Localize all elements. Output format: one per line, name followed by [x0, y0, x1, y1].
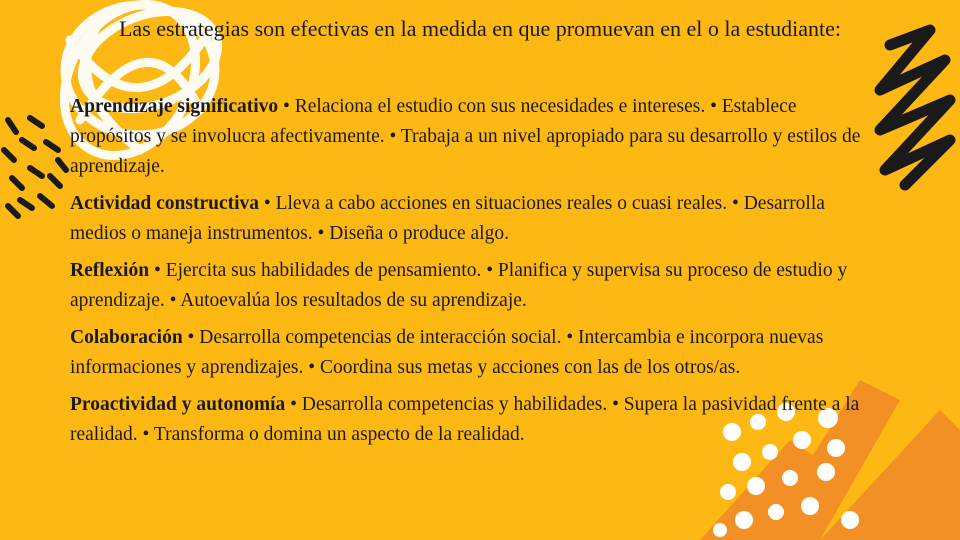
- section-term: Proactividad y autonomía: [70, 394, 286, 415]
- dash-pattern-decoration: [4, 118, 66, 216]
- section-aprendizaje-significativo: [70, 92, 870, 182]
- section-term: Colaboración: [70, 327, 183, 348]
- section-reflexion: [70, 256, 870, 316]
- section-actividad-constructiva: [70, 189, 870, 249]
- section-text: • Desarrolla competencias y habilidades. • Supera la pasividad frente a la realidad. • Transforma o domina un aspecto de la realidad.: [70, 394, 860, 445]
- section-text: • Ejercita sus habilidades de pensamiento. • Planifica y supervisa su proceso de estudio y aprendizaje. • Autoevalúa los resultados de su aprendizaje.: [70, 260, 848, 311]
- slide-title: Las estrategias son efectivas en la medida en que promuevan en el o la estudiante:: [118, 16, 842, 41]
- zigzag-decoration: [880, 30, 950, 185]
- section-term: Aprendizaje significativo: [70, 96, 279, 117]
- section-proactividad-autonomia: [70, 390, 870, 450]
- section-term: Actividad constructiva: [70, 193, 260, 214]
- section-text: • Relaciona el estudio con sus necesidades e intereses. • Establece propósitos y se involucra afectivamente. • Trabaja a un nivel apropiado para su desarrollo y estilos de aprendizaje.: [70, 96, 861, 177]
- strategies-list: [70, 92, 870, 457]
- section-term: Reflexión: [70, 260, 150, 281]
- section-colaboracion: [70, 323, 870, 383]
- section-text: • Lleva a cabo acciones en situaciones reales o cuasi reales. • Desarrolla medios o maneja instrumentos. • Diseña o produce algo.: [70, 193, 825, 244]
- section-text: • Desarrolla competencias de interacción social. • Intercambia e incorpora nuevas informaciones y aprendizajes. • Coordina sus metas y acciones con las de los otros/as.: [70, 327, 824, 378]
